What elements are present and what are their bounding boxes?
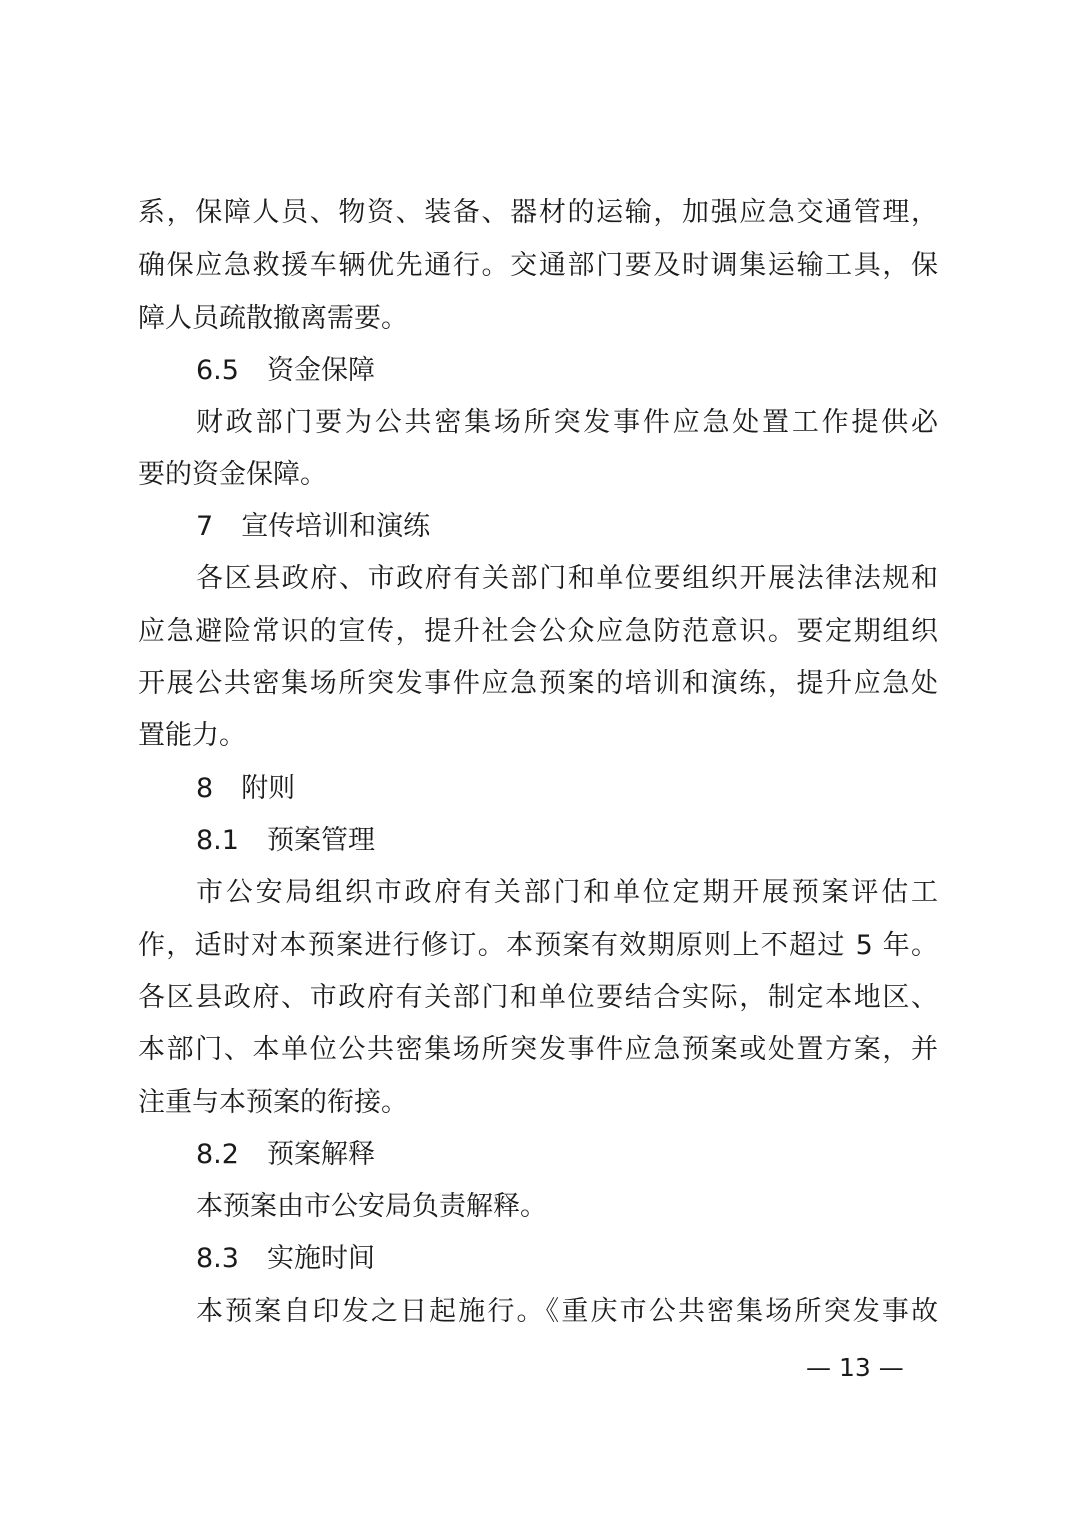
paragraph-line: 应急避险常识的宣传，提升社会公众应急防范意识。要定期组织: [138, 616, 938, 647]
page-number: — 13 —: [806, 1353, 904, 1382]
paragraph-line: 系，保障人员、物资、装备、器材的运输，加强应急交通管理，: [138, 197, 938, 228]
section-number: 8.1: [196, 825, 239, 856]
paragraph-line: 确保应急救援车辆优先通行。交通部门要及时调集运输工具，保: [138, 250, 938, 281]
section-number: 8.2: [196, 1139, 239, 1170]
paragraph-line: 财政部门要为公共密集场所突发事件应急处置工作提供必: [196, 407, 938, 438]
section-number: 6.5: [196, 355, 239, 386]
paragraph-line: 要的资金保障。: [138, 459, 327, 490]
section-heading-8: [196, 772, 938, 806]
section-number: 7: [196, 511, 214, 542]
section-heading-8-1: [196, 824, 938, 858]
section-heading-8-2: [196, 1138, 938, 1172]
section-title: 资金保障: [266, 355, 375, 386]
section-heading-7: [196, 510, 938, 544]
section-title: 宣传培训和演练: [241, 511, 431, 542]
paragraph-line: 本预案自印发之日起施行。《重庆市公共密集场所突发事故: [196, 1296, 938, 1327]
paragraph-line: 本部门、本单位公共密集场所突发事件应急预案或处置方案，并: [138, 1034, 938, 1065]
section-title: 预案解释: [266, 1139, 375, 1170]
section-number: 8: [196, 773, 214, 804]
section-title: 实施时间: [266, 1243, 375, 1274]
section-heading-6-5: [196, 354, 938, 388]
paragraph-line: 作，适时对本预案进行修订。本预案有效期原则上不超过 5 年。: [138, 930, 938, 961]
section-title: 预案管理: [266, 825, 375, 856]
paragraph-line: 各区县政府、市政府有关部门和单位要结合实际，制定本地区、: [138, 982, 938, 1013]
paragraph-line: 本预案由市公安局负责解释。: [196, 1191, 547, 1222]
paragraph-line: 注重与本预案的衔接。: [138, 1087, 408, 1118]
section-number: 8.3: [196, 1243, 239, 1274]
section-title: 附则: [241, 773, 296, 804]
paragraph-line: 开展公共密集场所突发事件应急预案的培训和演练，提升应急处: [138, 668, 938, 699]
paragraph-line: 置能力。: [138, 720, 246, 751]
paragraph-line: 市公安局组织市政府有关部门和单位定期开展预案评估工: [196, 877, 938, 908]
section-heading-8-3: [196, 1242, 938, 1276]
paragraph-line: 各区县政府、市政府有关部门和单位要组织开展法律法规和: [196, 563, 938, 594]
paragraph-line: 障人员疏散撤离需要。: [138, 303, 408, 334]
